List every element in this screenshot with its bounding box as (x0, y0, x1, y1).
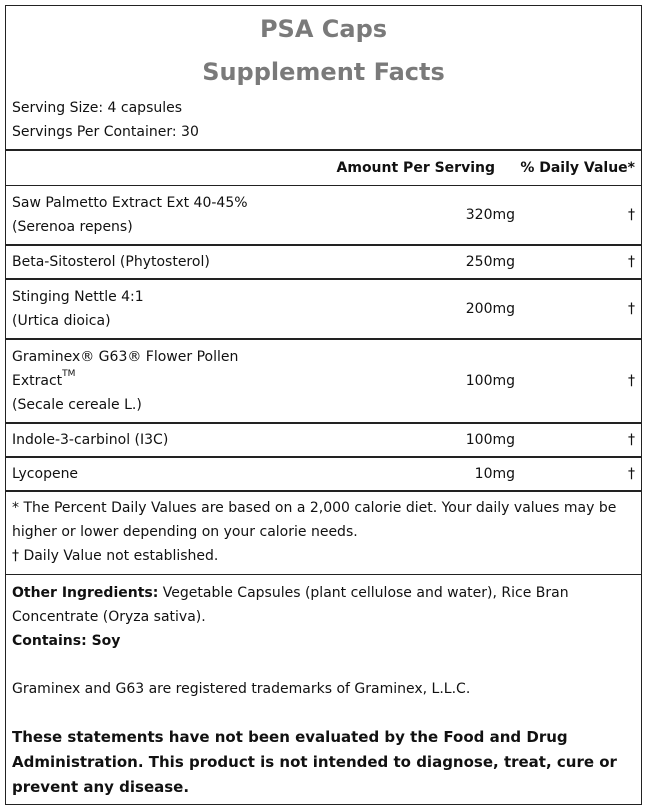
daily-value-footnote: * The Percent Daily Values are based on a 2,000 calorie diet. Your daily values may be higher or lower depending on your calorie needs. (12, 500, 617, 540)
panel-heading: Supplement Facts (202, 58, 445, 86)
ingredient-name: Graminex® G63® Flower Pollen (12, 349, 239, 365)
serving-size: Serving Size: 4 capsules (12, 100, 183, 116)
not-established-footnote: † Daily Value not established. (12, 548, 219, 564)
trademark-notice: Graminex and G63 are registered trademarks of Graminex, L.L.C. (12, 681, 471, 697)
ingredient-dv: † (628, 432, 635, 448)
ingredient-row (6, 458, 641, 490)
daily-value-header: % Daily Value* (520, 160, 635, 176)
amount-header: Amount Per Serving (336, 160, 495, 176)
footnotes (6, 492, 641, 574)
ingredient-amount: 100mg (465, 373, 515, 389)
ingredient-amount: 200mg (465, 301, 515, 317)
ingredient-row (6, 340, 641, 422)
ingredient-name: Stinging Nettle 4:1 (12, 289, 144, 305)
ingredient-name: Lycopene (12, 466, 79, 482)
fda-disclaimer: These statements have not been evaluated by the Food and Drug Administration. This product is not intended to diagnose, treat, cure or prevent any disease. (12, 728, 617, 796)
ingredient-amount: 100mg (465, 432, 515, 448)
ingredient-latin: (Secale cereale L.) (12, 397, 142, 413)
ingredient-dv: † (628, 254, 635, 270)
ingredient-dv: † (628, 466, 635, 482)
other-ingredients-text: Vegetable Capsules (plant cellulose and water), Rice Bran Concentrate (Oryza sativa). (12, 585, 569, 625)
trademark-mark: TM (62, 369, 76, 379)
ingredient-row (6, 280, 641, 338)
other-ingredients-section (6, 575, 641, 725)
column-header-row (6, 151, 641, 185)
ingredient-amount: 250mg (465, 254, 515, 270)
supplement-facts-panel (5, 5, 642, 805)
ingredient-latin: (Serenoa repens) (12, 219, 133, 235)
product-title: PSA Caps (259, 15, 388, 43)
servings-per-container: Servings Per Container: 30 (12, 124, 199, 140)
allergen-statement: Contains: Soy (12, 633, 121, 649)
ingredient-dv: † (628, 301, 635, 317)
ingredient-name: Indole-3-carbinol (I3C) (12, 432, 169, 448)
ingredient-amount: 10mg (474, 466, 515, 482)
ingredient-name-cont: Extract (12, 373, 63, 389)
ingredient-row (6, 246, 641, 278)
ingredient-amount: 320mg (465, 207, 515, 223)
ingredient-dv: † (628, 207, 635, 223)
ingredient-latin: (Urtica dioica) (12, 313, 111, 329)
ingredient-name: Beta-Sitosterol (Phytosterol) (12, 254, 210, 270)
ingredient-row (6, 186, 641, 244)
serving-info (6, 96, 641, 144)
ingredient-name: Saw Palmetto Extract Ext 40-45% (12, 195, 248, 211)
ingredient-row (6, 424, 641, 456)
other-ingredients-label: Other Ingredients: (12, 585, 159, 601)
ingredient-dv: † (628, 373, 635, 389)
